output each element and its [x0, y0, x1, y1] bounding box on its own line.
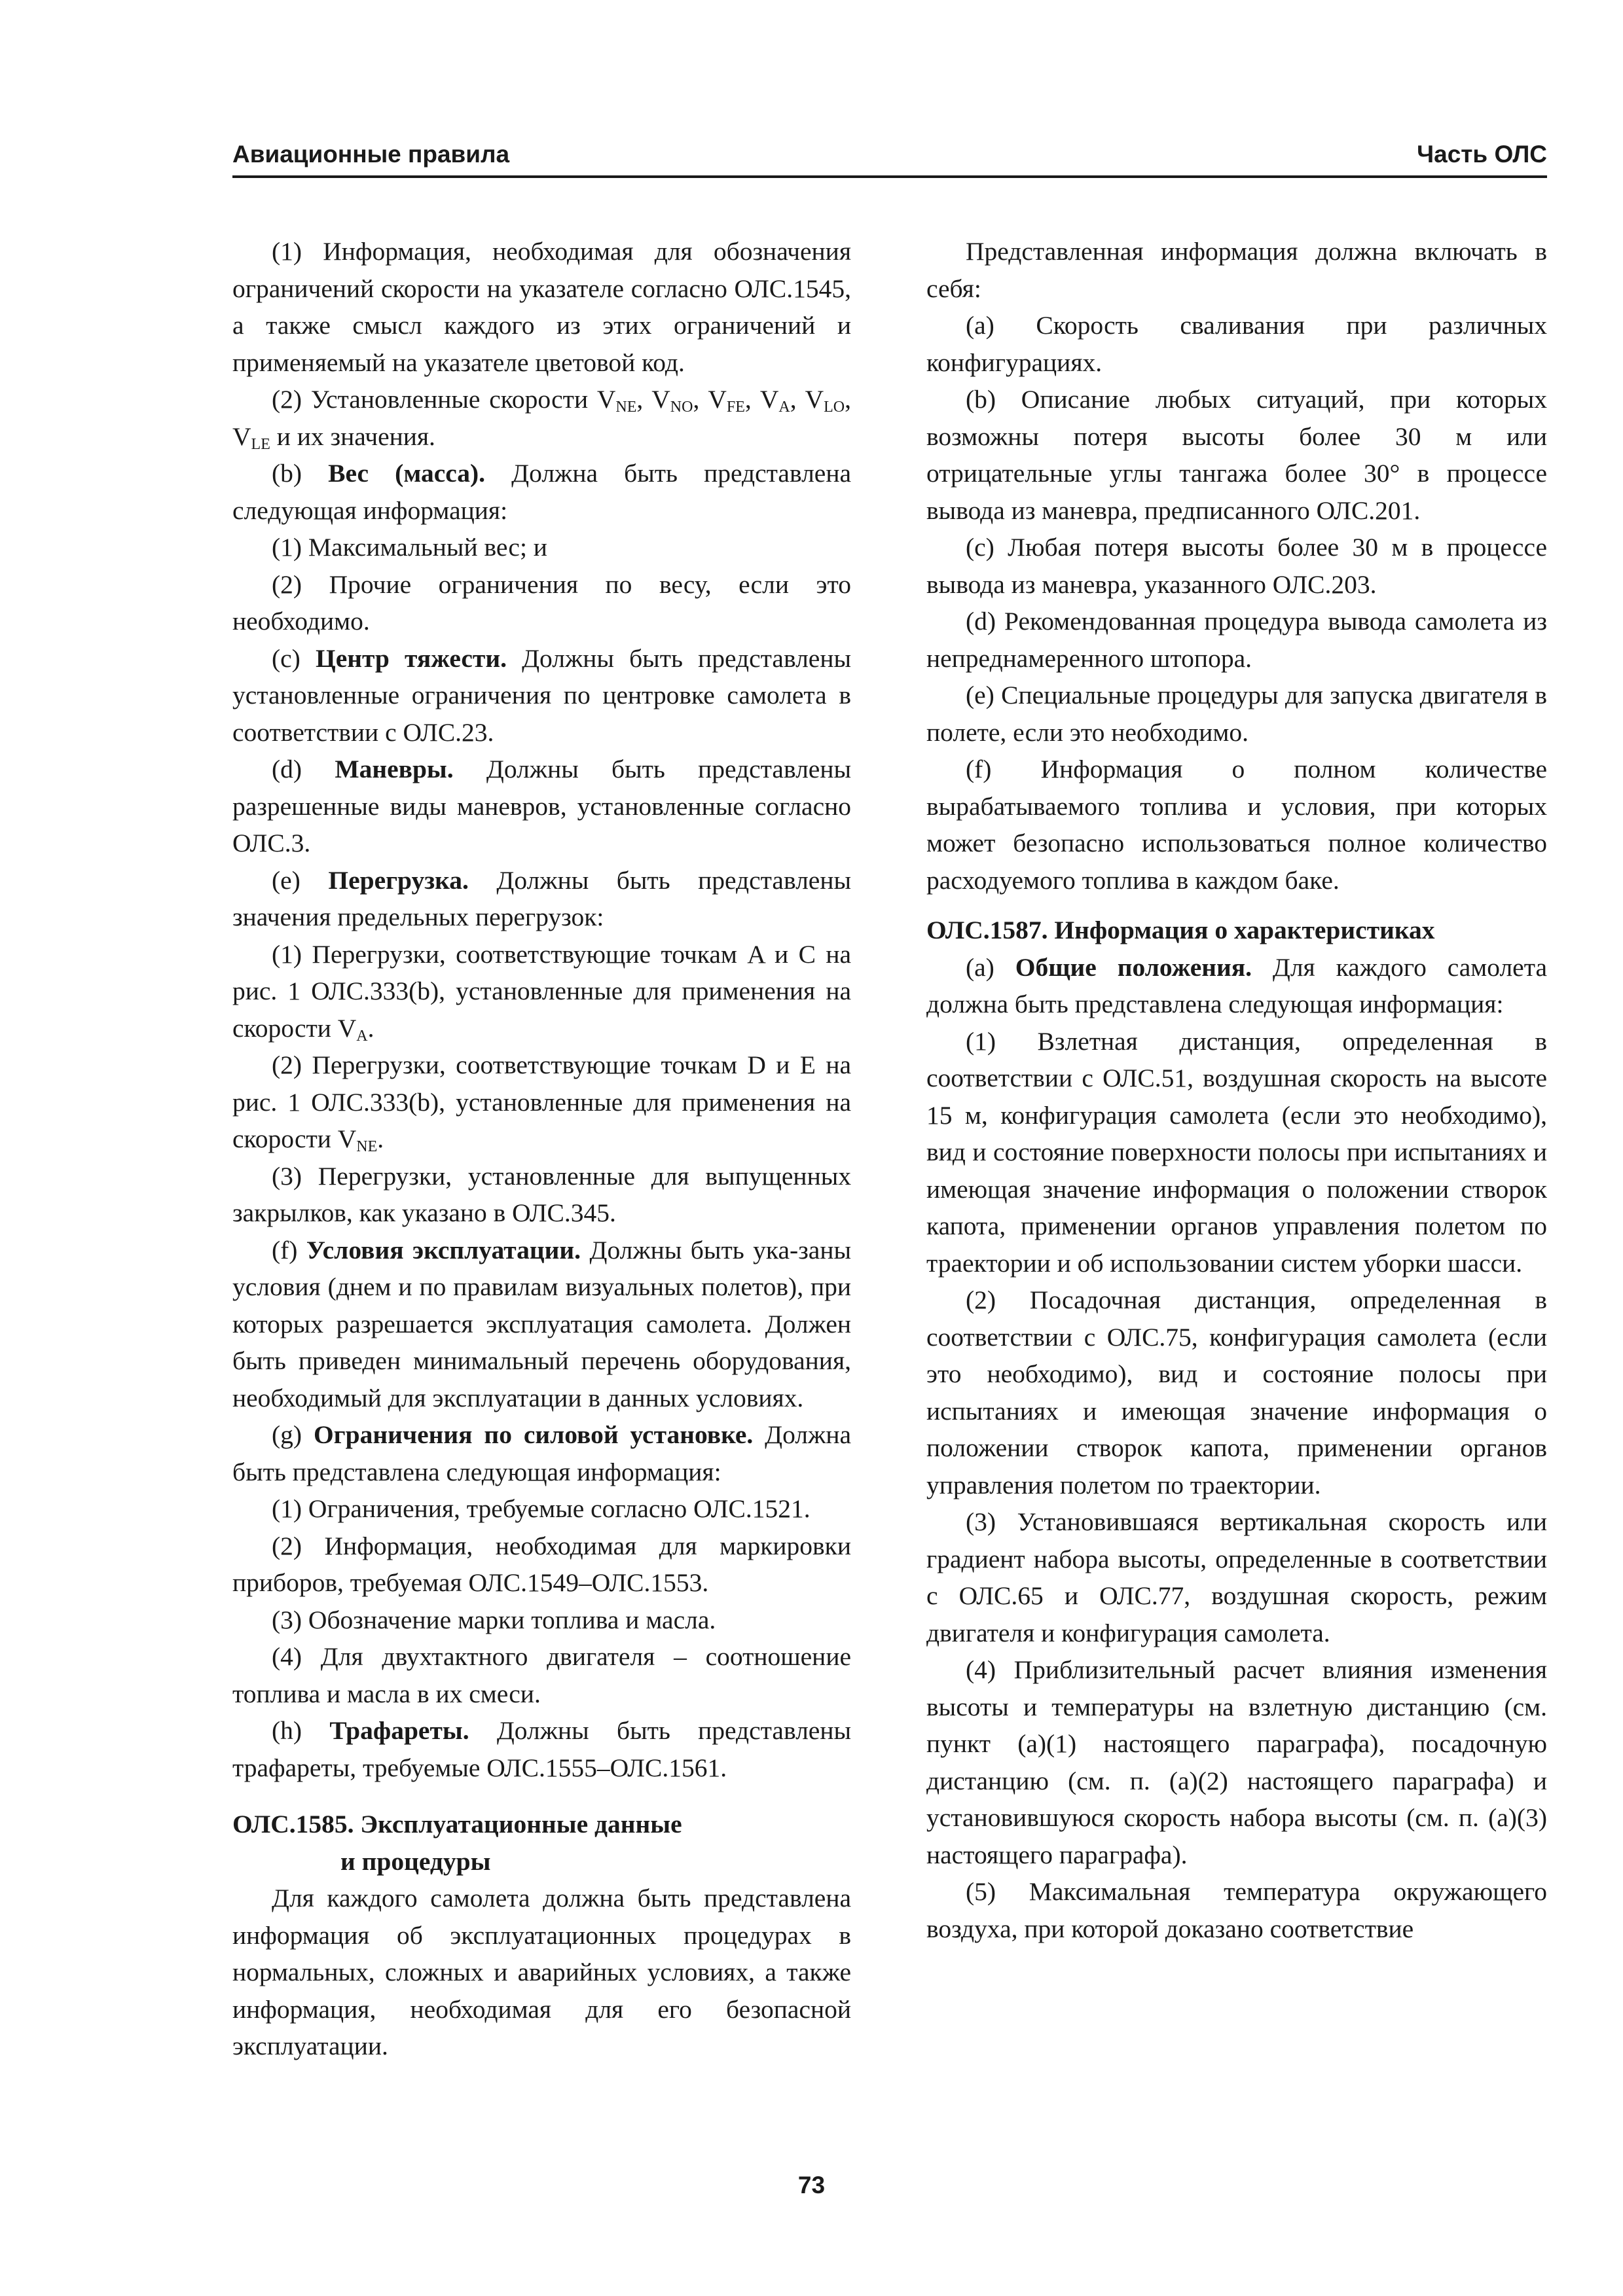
paragraph: (5) Максимальная температура окружающего воздуха, при которой доказано соответствие [926, 1877, 1547, 1943]
paragraph: (2) Прочие ограничения по весу, если это необходимо. [232, 569, 851, 636]
paragraph: Для каждого самолета должна быть представлена информация об эксплуатационных процедурах в нормальных, сложных и аварийных условиях, а также информация, необходимая для его безопасной эксплуатации. [232, 1884, 851, 2060]
right-column [926, 233, 1547, 1947]
paragraph: (1) Ограничения, требуемые согласно ОЛС.1521. [272, 1494, 811, 1523]
paragraph: Представленная информация должна включать в себя: [926, 237, 1547, 303]
header-part: Часть ОЛС [1417, 141, 1547, 168]
section-heading-1585: ОЛС.1585. Эксплуатационные данные и процедуры [232, 1810, 682, 1876]
paragraph: (b) Описание любых ситуаций, при которых возможны потеря высоты более 30 м или отрицательные углы тангажа более 30° в процессе вывода из маневра, предписанного ОЛС.201. [926, 385, 1547, 525]
paragraph: (c) Любая потеря высоты более 30 м в процессе вывода из маневра, указанного ОЛС.203. [926, 533, 1547, 599]
paragraph: (4) Приблизительный расчет влияния изменения высоты и температуры на взлетную дистанцию (см. пункт (a)(1) настоящего параграфа), посадочную дистанцию (см. п. (a)(2) настоящего параграфа) и установившуюся скорость набора высоты (см. п. (a)(3) настоящего параграфа). [926, 1655, 1547, 1869]
paragraph: (4) Для двухтактного двигателя – соотношение топлива и масла в их смеси. [232, 1642, 851, 1708]
paragraph: (1) Перегрузки, соответствующие точкам A и C на рис. 1 ОЛС.333(b), установленные для применения на скорости $V_A$. [232, 939, 851, 1045]
paragraph: (d) Рекомендованная процедура вывода самолета из непреднамеренного штопора. [926, 607, 1547, 673]
paragraph: (f) Информация о полном количестве вырабатываемого топлива и условия, при которых может безопасно использоваться полное количество расходуемого топлива в каждом баке. [926, 755, 1547, 895]
paragraph-speeds: (2) Установленные скорости $V_{NE}$, $V_{NO}$, $V_{FE}$, $V_A$, $V_{LO}$, $V_{LE}$ и их значения. [232, 385, 852, 453]
paragraph-general: (a) Общие положения. Для каждого самолета должна быть представлена следующая информация: [926, 952, 1547, 1018]
paragraph-placards: (h) Трафареты. Должны быть представлены трафареты, требуемые ОЛС.1555–ОЛС.1561. [232, 1716, 852, 1782]
header-title: Авиационные правила [232, 141, 510, 168]
paragraph: (3) Перегрузки, установленные для выпущенных закрылков, как указано в ОЛС.345. [232, 1161, 851, 1227]
paragraph: (1) Взлетная дистанция, определенная в соответствии с ОЛС.51, воздушная скорость на высоте 15 м, конфигурация самолета (если это необходимо), вид и состояние поверхности полосы при испытаниях и имеющая значение информация о положении створок капота, применении органов управления полетом по траектории и об использовании систем уборки шасси. [926, 1026, 1547, 1278]
paragraph: (1) Информация, необходимая для обозначения ограничений скорости на указателе согласно ОЛС.1545, а также смысл каждого из этих ограничений и применяемый на указателе цветовой код. [232, 237, 851, 377]
paragraph: (3) Установившаяся вертикальная скорость или градиент набора высоты, определенные в соответствии с ОЛС.65 и ОЛС.77, воздушная скорость, режим двигателя и конфигурация самолета. [926, 1507, 1547, 1647]
paragraph: (3) Обозначение марки топлива и масла. [272, 1605, 716, 1634]
paragraph-operating-conditions: (f) Условия эксплуатации. Должны быть ука-заны условия (днем и по правилам визуальных полетов), при которых разрешается эксплуатация самолета. Должен быть приведен минимальный перечень оборудования, необходимый для эксплуатации в данных условиях. [232, 1235, 852, 1412]
page-header [232, 136, 1547, 178]
paragraph: (2) Информация, необходимая для маркировки приборов, требуемая ОЛС.1549–ОЛС.1553. [232, 1531, 851, 1597]
page-number: 73 [797, 2172, 826, 2198]
section-heading-1587: ОЛС.1587. Информация о характеристиках [926, 916, 1435, 944]
left-column [232, 233, 851, 2065]
paragraph: (e) Специальные процедуры для запуска двигателя в полете, если это необходимо. [926, 681, 1547, 747]
paragraph: (a) Скорость сваливания при различных конфигурациях. [926, 311, 1547, 377]
paragraph-powerplant: (g) Ограничения по силовой установке. Должна быть представлена следующая информация: [232, 1420, 851, 1486]
paragraph-load: (e) Перегрузка. Должны быть представлены значения предельных перегрузок: [232, 865, 852, 931]
paragraph-maneuvers: (d) Маневры. Должны быть представлены разрешенные виды маневров, установленные согласно ОЛС.3. [232, 755, 852, 857]
paragraph: (1) Максимальный вес; и [272, 533, 547, 562]
paragraph-weight: (b) Вес (масса). Должна быть представлена следующая информация: [232, 459, 851, 525]
paragraph-cg: (c) Центр тяжести. Должны быть представлены установленные ограничения по центровке самолета в соответствии с ОЛС.23. [232, 643, 851, 747]
paragraph: (2) Перегрузки, соответствующие точкам D и E на рис. 1 ОЛС.333(b), установленные для применения на скорости $V_{NE}$. [232, 1050, 851, 1155]
paragraph: (2) Посадочная дистанция, определенная в соответствии с ОЛС.75, конфигурация самолета (если это необходимо), вид и состояние полосы при испытаниях и имеющая значение информация о положении створок капота, применении органов управления полетом по траектории. [926, 1285, 1547, 1499]
